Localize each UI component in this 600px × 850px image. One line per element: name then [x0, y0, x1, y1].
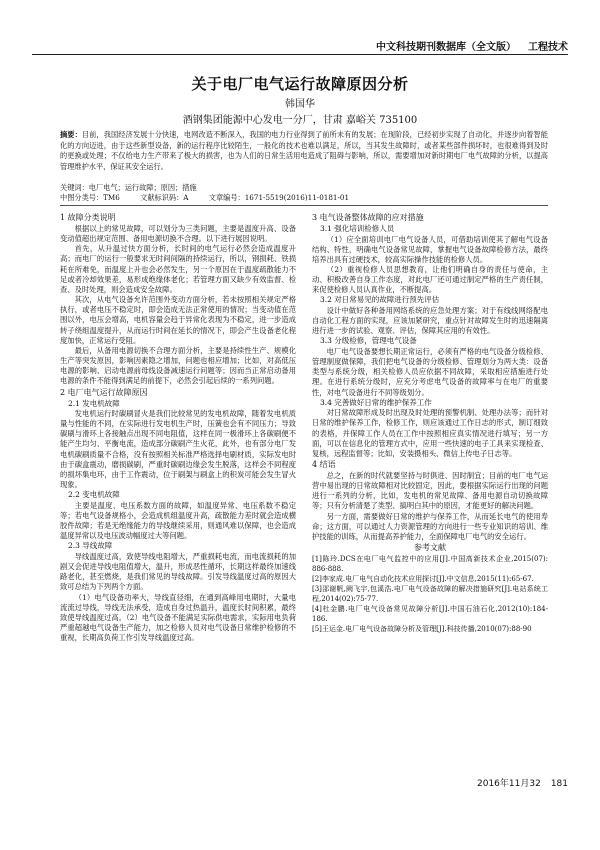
reference-item: [1]陈玲.DCS在电厂电气监控中的应用[J].中国高新技术企业,2015(07): 886-888.: [312, 555, 548, 574]
reference-item: [4]杜金鹏.电厂电气设备常见故障分析[J].中国石油石化,2012(10):184-186.: [312, 605, 548, 624]
author: 韩国华: [285, 99, 315, 110]
paragraph: （1）应全面培训电厂电气设备人员，可借助培训使其了解电气设备结构、特性，明确电气设备常见故障，掌握电气设备故障检修方法，最终培养出具有过硬技术，较高实际操作技能的检修人员。: [312, 234, 548, 264]
subsection-heading: 3.1 强化培训检修人员: [320, 224, 395, 233]
article-title: 关于电厂电气运行故障原因分析: [191, 75, 409, 93]
left-column: [60, 212, 296, 643]
paragraph: （2）重视检修人员思想教育，让他们明确自身的责任与使命，主动、积极改善自身工作态度，对此电厂还可通过制定严格的生产责任制，来促使检修人员认真作业，不断提高。: [312, 264, 548, 295]
paragraph: 最后，从备用电源切换不合理方面分析，主要是持续性生产、规模化生产等突发原因，影响因素隐之增加，问题也相应增加；比如，对高低压电源的影响、启动电源前母线设备减速运行问题等；因而当正常启动备用电源的条件不能得到满足的前提下，必然会引起后续的一系列问题。: [60, 345, 296, 386]
page-number: 181: [550, 779, 568, 789]
issue-date: 2016年11月32: [477, 779, 541, 789]
subsection-heading: 3.3 分级检修，管理电气设备: [320, 336, 417, 346]
paragraph: 总之，在新的时代就要坚持与时俱进、因时制宜；目前的电厂电气运营中易出现的日常故障相对比较固定，因此，要根据实际运行出现的问题进行一系列的分析，比如，发电机的常见故障、备用电源自动切换故障等；只有分析清楚了类型、搞明白其中的原因，才能更好的解决问题。: [312, 470, 548, 511]
paragraph: 根据以上的常见故障，可以划分为三类问题，主要是温度升高、设备变动值超出规定范围、备用电源切换不合理。以下进行展因说明。: [60, 224, 296, 244]
reference-item: [2]李家成.电厂电气自动化技术应用探讨[J].中文信息,2015(11):65-67.: [312, 575, 534, 584]
keywords-label: 关键词：: [60, 183, 89, 192]
abstract-label: 摘要：: [60, 130, 82, 139]
paragraph: 设计中做好各种备用网络系统的应急处理方案；对于有线线网络配电自动化工程方面的实现，应该加紧研究，重点针对故障发生时的迅速隔离进行进一步的试验、观察、评估，保障其应用的有效性。: [312, 305, 548, 336]
affiliation: 酒钢集团能源中心发电一分厂，甘肃 嘉峪关 735100: [182, 115, 418, 126]
paragraph: 首先，从升温过快方面分析，长时间的电气运行必然会造成温度升高；而电厂的运行一般要求无时间间隔的持续运行，所以，钢损耗、铁损耗在所难免，而温度上升也会必然发生，另一个原因在于温度疏散能力不足或者冷却效果差，易形成绝缘体老化；若管理方面又缺少有效监督、检查、及时处理，则会造成安全故障。: [60, 244, 296, 294]
section-2-heading: 2 电厂电气运行故障原因: [60, 387, 148, 397]
document-code: 文献标识码：A: [140, 193, 189, 202]
paragraph: 另一方面，需要做好日常的维护与保养工作，从而延长电气的使用寿命；这方面，可以通过人力资源管理的方向进行一些专业知识的培训、维护技能的训练，从而提高养护能力，全面保障电厂电气的安全运行。: [312, 511, 548, 541]
abstract-divider: [60, 205, 548, 206]
journal-header: [0, 38, 568, 53]
section-4-heading: 4 结语: [312, 459, 336, 469]
paragraph: 导线温度过高，致使导线电阻增大，严重损耗电流，而电流损耗的加剧又会促进导线电阻值增大，温升，形成恶性循环，长期这样最终加速线路老化，甚至燃烧，是我们常见的导线故障。引发导线温度过高的原因大致可总结为下列两个方面。: [60, 551, 296, 592]
paragraph: 电厂电气设备要想长期正常运行，必须有严格的电气设备分级检修、管理制度做保障，我们把电气设备的分级检修、管理划分为两大类：设备类型与系统分级，相关检修人员应依据不同故障，采取相应措施进行处理。在进行系统分级时，应充分考虑电气设备的故障率与在电厂的重要性，对电气设备进行不同等级划分。: [312, 346, 548, 397]
right-column: [312, 212, 548, 634]
article-number: 文章编号：1671-5519(2016)11-0181-01: [208, 193, 350, 202]
paragraph: （1）电气设备功率大，导线直径细，在通到高峰用电期时，大量电流流过导线，导线无法承受，造成自身过热温升，温度长时间积累，最终致使导线温度过高。（2）电气设备不能满足实际供电需求，实际用电负荷严重超越电气设备生产能力，加之检修人员对电气设备日常维护检修的不重视，长期高负荷工作引发导线温度过高。: [60, 592, 296, 643]
abstract: [60, 130, 548, 172]
paragraph: 对日常故障形成及时出现及时处理的预警机制、处理办法等；而针对日常的维护保养工作，检修工作，则应该通过工作日志的形式，制订细致的表格，并保障工作人员在工作中按照相应真实情况进行填写；另一方面，可以在信息化的管理方式中，应用一些快速的电子工具来实现检查、复核，远程监督等；比如，安装摄相头、微信上传电子日志等。: [312, 408, 548, 458]
subsection-heading: 3.2 对日常易见的故障进行预先评估: [320, 295, 440, 305]
paragraph: 发电机运行时碳刷冒火是我们比较常见的发电机故障，随着发电机质量与性能的不同，在实际进行发电机生产时，压簧也会有不同压力；导致碳刷与滑环上各接触点出现不同电阻值，这样在同一极滑环上各碳刷便不能产生均匀、平衡电流，造成部分碳刷产生火花，此外，也有部分电厂发电机碳刷质量不合格，没有按照相关标准严格选择电刷材质，实际发电时由于碳盒震动，磨损碳刷，严重时碳刷边缘会发生脱落，这样会不同程度的损坏集电环，由于工作震动，位于刷架与刷盒上的积炭可能会发生冒火现象。: [60, 409, 296, 490]
paragraph: 主要是温度、电压系数方面的故障，如温度异常、电压系数不稳定等；若电气设备规格小，会造成机组温度升高，疏散能力差时就会造成横胶件故障；若是无绝缘能力的导线继续采用，则通风难以保障，也会造成温度异常以及电压波动幅度过大等问题。: [60, 500, 296, 541]
keywords: [60, 183, 548, 193]
reference-item: [5]王运金.电厂电气设备故障分析及管理[J].科技传播,2010(07):88-90: [312, 625, 532, 634]
keywords-text: 电厂电气；运行故障；原因；措施: [88, 183, 197, 192]
references-heading: 参考文献: [414, 543, 446, 553]
database-name: 中文科技期刊数据库（全文版）: [376, 42, 516, 53]
clc-number: 中图分类号：TM6: [60, 193, 120, 202]
header-divider: [32, 54, 568, 55]
reference-item: [3]邵谢帆,阙飞宇,包溪浩.电厂电气设备故障的解决措施研究[J].电站系统工程,2014(02):75-77.: [312, 585, 548, 604]
section-1-heading: 1 故障分类说明: [60, 213, 116, 222]
section-3-heading: 3 电气设备整体故障的应对措施: [312, 213, 424, 222]
paragraph: 其次，从电气设备允许范围外变动方面分析，若未按照相关规定严格执行，或者电压不稳定时，即会造成无法正常使用的情况；当变动值在范围以外，电压会增高，电机容量会趋于异常化表现为不稳定，进一步造成转子绕组温度提升，从而运行时间在延长的情况下，即会产生设备老化程度加快，正常运行受阻。: [60, 295, 296, 345]
classification-line: [60, 193, 548, 203]
subsection-heading: 2.1 发电机故障: [68, 398, 120, 408]
section-name: 工程技术: [528, 42, 568, 53]
subsection-heading: 2.2 变电机故障: [68, 490, 120, 500]
subsection-heading: 2.3 导线故障: [68, 541, 113, 551]
page-footer: [477, 776, 568, 789]
abstract-text: 目前，我国经济发展十分快速，电网改造不断深入，我国的电力行业得到了前所未有的发展；在现阶段，已经初步实现了自动化，并逐步向着智能化的方向迈进，由于这些新型设备，新的运行程序比较陌生，一般化的技术也难以满足，所以，当其发生故障时，或者某些部件损坏时，也很难得到及时的更换或处理；不仅给电力生产带来了极大的损害，也为人们的日常生活用电造成了阻碍与影响，所以，需要增加对新时期电厂电气故障的分析，以提高管理维护水平，保证其安全运行。: [60, 130, 548, 171]
subsection-heading: 3.4 完善做好日常的维护保养工作: [320, 397, 432, 407]
